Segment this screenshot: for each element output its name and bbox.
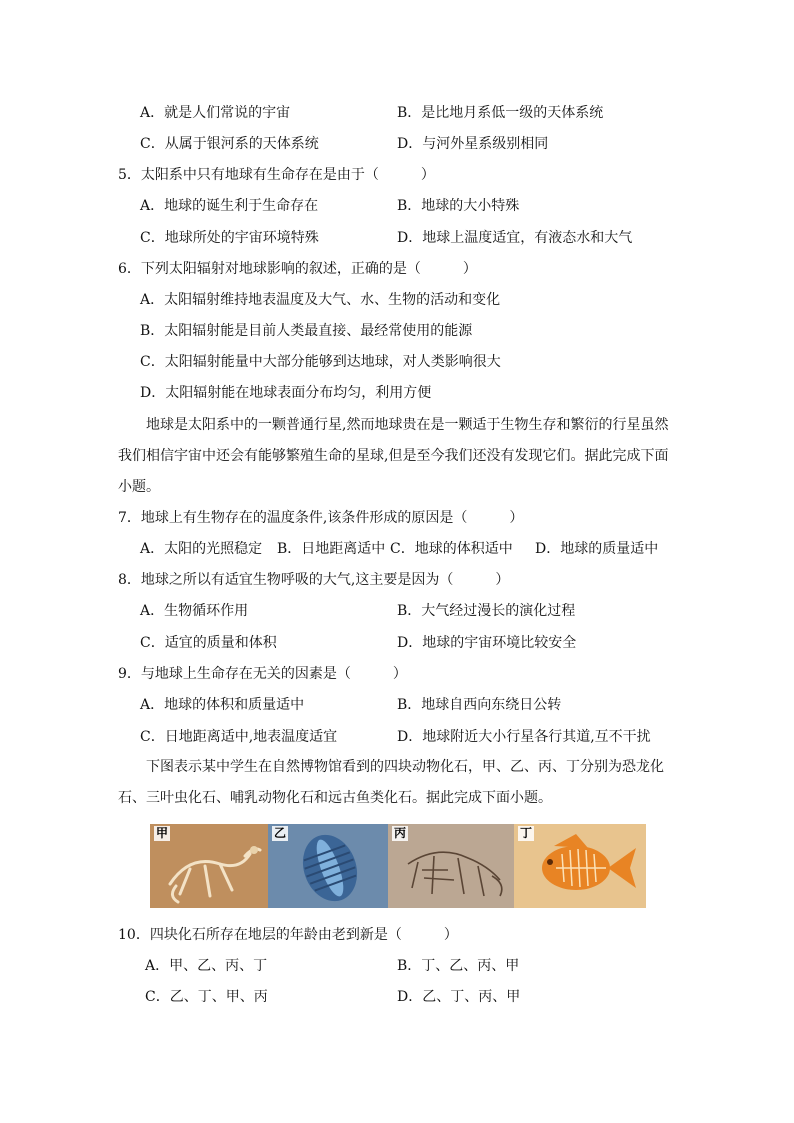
passage-earth (118, 410, 678, 503)
passage-fossils (118, 752, 698, 814)
passage-earth-line-2: 我们相信宇宙中还会有能够繁殖生命的星球,但是至今我们还没有发现它们。据此完成下面 (118, 448, 669, 464)
q6-option-d: D．太阳辐射能在地球表面分布均匀，利用方便 (140, 385, 432, 401)
passage-fossils-line-2: 石、三叶虫化石、哺乳动物化石和远古鱼类化石。据此完成下面小题。 (118, 790, 552, 806)
q8-option-d: D．地球的宇宙环境比较安全 (397, 635, 577, 651)
q6-option-b: B．太阳辐射能是目前人类最直接、最经常使用的能源 (140, 323, 473, 339)
passage-earth-line-3: 小题。 (118, 479, 160, 495)
q8-option-b: B．大气经过漫长的演化过程 (397, 603, 576, 619)
q9-option-d: D．地球附近大小行星各行其道,互不干扰 (397, 729, 651, 745)
q7-stem: 7．地球上有生物存在的温度条件,该条件形成的原因是（ ） (118, 510, 524, 526)
q9-stem: 9．与地球上生命存在无关的因素是（ ） (118, 666, 407, 682)
q10-option-b: B．丁、乙、丙、甲 (397, 958, 520, 974)
q10-option-a: A．甲、乙、丙、丁 (145, 958, 268, 974)
q9-option-b: B．地球自西向东绕日公转 (397, 697, 562, 713)
q9-option-a: A．地球的体积和质量适中 (140, 697, 305, 713)
q10-stem: 10．四块化石所存在地层的年龄由老到新是（ ） (118, 927, 458, 943)
q8-option-c: C．适宜的质量和体积 (140, 635, 277, 651)
q5-option-b: B．地球的大小特殊 (397, 198, 520, 214)
q7-option-b: B．日地距离适中 (277, 541, 386, 557)
q4-option-c: C．从属于银河系的天体系统 (140, 136, 319, 152)
fossil-label-jia: 甲 (156, 826, 169, 840)
fossil-fish (514, 824, 646, 908)
q7-option-d: D．地球的质量适中 (535, 541, 659, 557)
q10-option-d: D．乙、丁、丙、甲 (397, 989, 521, 1005)
q5-option-d: D．地球上温度适宜，有液态水和大气 (397, 230, 633, 246)
passage-earth-line-1: 地球是太阳系中的一颗普通行星,然而地球贵在是一颗适于生物生存和繁衍的行星虽然 (118, 417, 669, 433)
q4-option-d: D．与河外星系级别相同 (397, 136, 549, 152)
fossil-label-bing: 丙 (394, 826, 407, 840)
q8-option-a: A．生物循环作用 (140, 603, 249, 619)
fossil-label-yi: 乙 (274, 826, 287, 840)
q10-option-c: C．乙、丁、甲、丙 (145, 989, 268, 1005)
q4-option-a: A．就是人们常说的宇宙 (140, 105, 291, 121)
fossil-label-ding: 丁 (520, 826, 533, 840)
q5-stem: 5．太阳系中只有地球有生命存在是由于（ ） (118, 167, 435, 183)
fossil-figure (150, 824, 646, 908)
q8-stem: 8．地球之所以有适宜生物呼吸的大气,这主要是因为（ ） (118, 572, 510, 588)
q6-option-c: C．太阳辐射能量中大部分能够到达地球，对人类影响很大 (140, 354, 501, 370)
fossil-trilobite (268, 824, 388, 908)
q4-option-b: B．是比地月系低一级的天体系统 (397, 105, 604, 121)
fossil-mammal (388, 824, 514, 908)
q7-option-c: C．地球的体积适中 (390, 541, 513, 557)
fossil-dinosaur (150, 824, 268, 908)
passage-fossils-line-1: 下图表示某中学生在自然博物馆看到的四块动物化石，甲、乙、丙、丁分别为恐龙化 (118, 759, 664, 775)
q7-option-a: A．太阳的光照稳定 (140, 541, 263, 557)
q9-option-c: C．日地距离适中,地表温度适宜 (140, 729, 338, 745)
q5-option-a: A．地球的诞生利于生命存在 (140, 198, 319, 214)
q6-stem: 6．下列太阳辐射对地球影响的叙述，正确的是（ ） (118, 261, 477, 277)
q6-option-a: A．太阳辐射维持地表温度及大气、水、生物的活动和变化 (140, 292, 501, 308)
q5-option-c: C．地球所处的宇宙环境特殊 (140, 230, 319, 246)
